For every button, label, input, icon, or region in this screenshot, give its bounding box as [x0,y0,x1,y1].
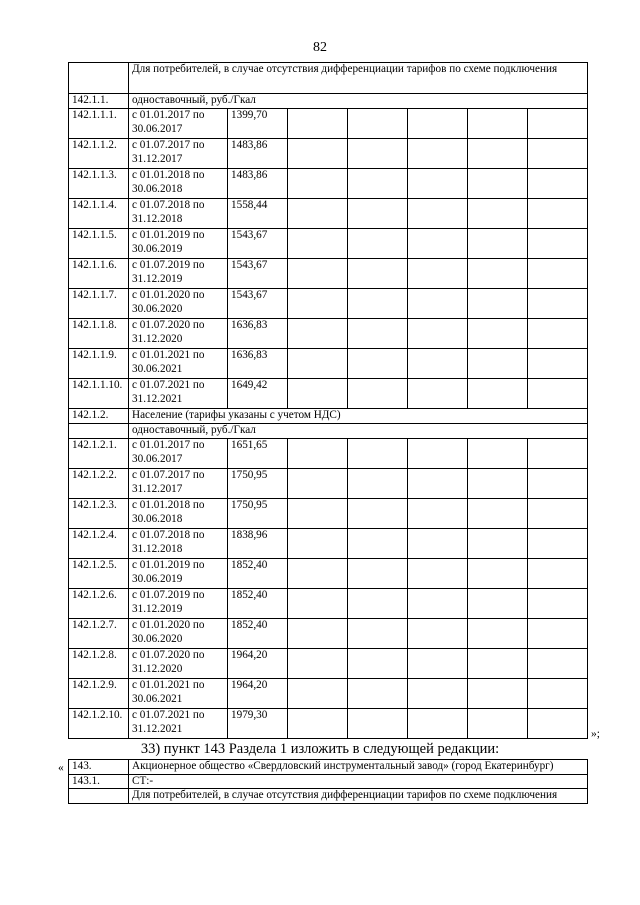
row-number: 142.1.1.4. [69,199,129,229]
row-number: 142.1.2.4. [69,529,129,559]
period-cell [129,319,228,349]
row-text: СТ:- [129,774,588,789]
empty-cell [408,529,468,559]
period-cell [129,439,228,469]
tariff-value: 1483,86 [228,169,288,199]
period-line: 30.06.2021 [132,692,183,705]
empty-cell [288,109,348,139]
period-line: с 01.07.2021 по [132,709,205,721]
empty-cell [408,439,468,469]
empty-cell [528,439,588,469]
empty-cell [348,529,408,559]
empty-cell [528,289,588,319]
empty-cell [528,319,588,349]
table-row [69,199,588,229]
empty-cell [528,229,588,259]
period-line: с 01.07.2018 по [132,529,205,541]
tariff-value: 1852,40 [228,559,288,589]
period-line: 30.06.2018 [132,512,183,525]
period-line: с 01.01.2018 по [132,499,205,511]
tariff-value: 1543,67 [228,259,288,289]
empty-cell [408,679,468,709]
empty-cell [408,559,468,589]
table-row [69,289,588,319]
empty-cell [288,559,348,589]
tariff-value: 1636,83 [228,349,288,379]
empty-cell [468,469,528,499]
tariff-value: 1852,40 [228,619,288,649]
period-line: с 01.01.2017 по [132,109,205,121]
row-number: 143.1. [69,774,129,789]
table-row [69,349,588,379]
subheader-text: одноставочный, руб./Гкал [129,424,588,439]
period-line: с 01.01.2021 по [132,349,205,361]
period-cell [129,589,228,619]
period-line: с 01.07.2020 по [132,319,205,331]
period-line: 31.12.2020 [132,662,183,675]
empty-cell [528,199,588,229]
empty-cell [468,589,528,619]
subheader-text: Население (тарифы указаны с учетом НДС) [129,409,588,424]
empty-cell [468,499,528,529]
tariff-value: 1558,44 [228,199,288,229]
table-row [69,109,588,139]
empty-cell [408,199,468,229]
table-row [69,379,588,409]
page-number: 82 [313,40,327,55]
empty-cell [408,319,468,349]
table-row [69,559,588,589]
tariff-value: 1651,65 [228,439,288,469]
empty-cell [408,619,468,649]
tariff-value: 1852,40 [228,589,288,619]
period-cell [129,469,228,499]
subheader-row [69,409,588,424]
empty-cell [468,289,528,319]
empty-cell [288,319,348,349]
period-cell [129,199,228,229]
period-line: с 01.01.2020 по [132,289,205,301]
empty-cell [408,109,468,139]
empty-cell [468,439,528,469]
table-row [69,679,588,709]
table-header-text: Для потребителей, в случае отсутствия дифференциации тарифов по схеме подключения [129,63,588,94]
row-number: 142.1.2.1. [69,439,129,469]
period-line: 30.06.2021 [132,362,183,375]
empty-cell [348,439,408,469]
empty-cell [288,649,348,679]
period-line: с 01.01.2019 по [132,229,205,241]
row-number: 143. [69,760,129,775]
table-header-row [69,63,588,94]
tariff-value: 1649,42 [228,379,288,409]
period-line: 31.12.2018 [132,542,183,555]
period-line: с 01.01.2021 по [132,679,205,691]
period-cell [129,709,228,739]
period-cell [129,649,228,679]
empty-cell [288,679,348,709]
period-line: 31.12.2020 [132,332,183,345]
empty-cell [408,589,468,619]
empty-cell [528,589,588,619]
row-number: 142.1.1.2. [69,139,129,169]
period-line: с 01.07.2019 по [132,589,205,601]
empty-cell [288,139,348,169]
period-line: с 01.07.2018 по [132,199,205,211]
table-row [69,229,588,259]
empty-cell [348,679,408,709]
empty-cell [408,499,468,529]
period-line: 30.06.2017 [132,122,183,135]
empty-cell [408,139,468,169]
empty-cell [528,679,588,709]
tariff-value: 1483,86 [228,139,288,169]
empty-cell [528,559,588,589]
empty-cell [408,259,468,289]
period-line: с 01.01.2018 по [132,169,205,181]
period-cell [129,259,228,289]
row-number: 142.1.2.6. [69,589,129,619]
period-line: с 01.01.2017 по [132,439,205,451]
empty-cell [468,109,528,139]
period-cell [129,679,228,709]
empty-cell [468,559,528,589]
row-text: Для потребителей, в случае отсутствия дифференциации тарифов по схеме подключения [129,789,588,804]
empty-cell [528,529,588,559]
empty-cell [528,469,588,499]
empty-cell [468,649,528,679]
empty-cell [288,469,348,499]
period-line: 30.06.2019 [132,242,183,255]
row-number: 142.1.2.5. [69,559,129,589]
row-number-cell [69,63,129,94]
empty-cell [348,469,408,499]
period-line: с 01.01.2020 по [132,619,205,631]
period-line: 31.12.2019 [132,602,183,615]
tariff-value: 1543,67 [228,289,288,319]
period-line: 31.12.2021 [132,392,183,405]
row-number: 142.1.1.1. [69,109,129,139]
period-line: 31.12.2017 [132,482,183,495]
period-line: 31.12.2018 [132,212,183,225]
period-cell [129,169,228,199]
empty-cell [468,619,528,649]
period-line: 31.12.2017 [132,152,183,165]
empty-cell [468,139,528,169]
row-number [69,789,129,804]
empty-cell [288,439,348,469]
period-cell [129,229,228,259]
period-line: 30.06.2019 [132,572,183,585]
empty-cell [288,529,348,559]
tariff-value: 1979,30 [228,709,288,739]
table-row [69,760,588,775]
empty-cell [468,529,528,559]
empty-cell [408,379,468,409]
period-cell [129,349,228,379]
table-row [69,649,588,679]
empty-cell [288,349,348,379]
period-line: 30.06.2017 [132,452,183,465]
empty-cell [528,349,588,379]
empty-cell [468,349,528,379]
table-row [69,789,588,804]
tariff-value: 1964,20 [228,679,288,709]
empty-cell [468,709,528,739]
table-row [69,319,588,349]
empty-cell [348,499,408,529]
row-number: 142.1.1. [69,94,129,109]
empty-cell [348,169,408,199]
empty-cell [348,589,408,619]
period-cell [129,289,228,319]
empty-cell [348,379,408,409]
period-line: 31.12.2021 [132,722,183,735]
empty-cell [288,229,348,259]
tariff-value: 1750,95 [228,499,288,529]
empty-cell [348,559,408,589]
empty-cell [408,469,468,499]
row-number: 142.1.1.9. [69,349,129,379]
empty-cell [288,499,348,529]
empty-cell [408,649,468,679]
row-number: 142.1.1.6. [69,259,129,289]
subheader-row [69,424,588,439]
empty-cell [348,289,408,319]
empty-cell [348,619,408,649]
tariff-table-143 [68,759,588,804]
table-row [69,589,588,619]
empty-cell [348,709,408,739]
row-number: 142.1.2.3. [69,499,129,529]
period-line: 30.06.2020 [132,302,183,315]
empty-cell [288,289,348,319]
subheader-row [69,94,588,109]
tariff-value: 1636,83 [228,319,288,349]
empty-cell [408,229,468,259]
empty-cell [528,619,588,649]
empty-cell [348,259,408,289]
period-cell [129,499,228,529]
row-number: 142.1.1.5. [69,229,129,259]
row-number: 142.1.1.7. [69,289,129,319]
empty-cell [288,199,348,229]
table-row [69,529,588,559]
subheader-text: одноставочный, руб./Гкал [129,94,588,109]
tariff-value: 1964,20 [228,649,288,679]
empty-cell [348,319,408,349]
period-line: 30.06.2020 [132,632,183,645]
empty-cell [528,169,588,199]
empty-cell [408,709,468,739]
period-line: с 01.07.2019 по [132,259,205,271]
tariff-value: 1750,95 [228,469,288,499]
row-number: 142.1.2.7. [69,619,129,649]
empty-cell [348,199,408,229]
table-row [69,439,588,469]
row-number: 142.1.2.9. [69,679,129,709]
period-line: 30.06.2018 [132,182,183,195]
empty-cell [528,139,588,169]
period-cell [129,109,228,139]
section-heading: 33) пункт 143 Раздела 1 изложить в следующей редакции: [140,741,500,757]
empty-cell [348,229,408,259]
table-row [69,709,588,739]
tariff-value: 1838,96 [228,529,288,559]
row-number: 142.1.1.3. [69,169,129,199]
empty-cell [468,679,528,709]
tariff-value: 1543,67 [228,229,288,259]
tariff-table [68,62,588,739]
empty-cell [468,229,528,259]
row-text: Акционерное общество «Свердловский инструментальный завод» (город Екатеринбург) [129,760,588,775]
empty-cell [288,589,348,619]
period-cell [129,559,228,589]
empty-cell [288,619,348,649]
empty-cell [528,499,588,529]
table-row [69,499,588,529]
table-row [69,619,588,649]
table-row [69,774,588,789]
period-cell [129,379,228,409]
tariff-value: 1399,70 [228,109,288,139]
empty-cell [468,319,528,349]
empty-cell [468,259,528,289]
empty-cell [288,379,348,409]
period-cell [129,619,228,649]
row-number [69,424,129,439]
empty-cell [468,379,528,409]
empty-cell [528,109,588,139]
period-line: 31.12.2019 [132,272,183,285]
empty-cell [408,169,468,199]
opening-quote-mark: « [58,762,64,774]
period-line: с 01.07.2017 по [132,139,205,151]
empty-cell [348,109,408,139]
empty-cell [408,289,468,319]
empty-cell [528,649,588,679]
period-cell [129,139,228,169]
empty-cell [288,169,348,199]
table-row [69,259,588,289]
table-row [69,169,588,199]
empty-cell [288,259,348,289]
row-number: 142.1.1.10. [69,379,129,409]
empty-cell [348,349,408,379]
empty-cell [528,709,588,739]
empty-cell [468,199,528,229]
row-number: 142.1.2. [69,409,129,424]
empty-cell [408,349,468,379]
period-line: с 01.01.2019 по [132,559,205,571]
empty-cell [468,169,528,199]
closing-quote-mark: »; [591,728,600,740]
table-row [69,469,588,499]
period-line: с 01.07.2021 по [132,379,205,391]
empty-cell [288,709,348,739]
row-number: 142.1.2.8. [69,649,129,679]
empty-cell [528,259,588,289]
period-line: с 01.07.2020 по [132,649,205,661]
period-cell [129,529,228,559]
row-number: 142.1.1.8. [69,319,129,349]
period-line: с 01.07.2017 по [132,469,205,481]
table-row [69,139,588,169]
empty-cell [348,139,408,169]
row-number: 142.1.2.2. [69,469,129,499]
empty-cell [528,379,588,409]
row-number: 142.1.2.10. [69,709,129,739]
empty-cell [348,649,408,679]
